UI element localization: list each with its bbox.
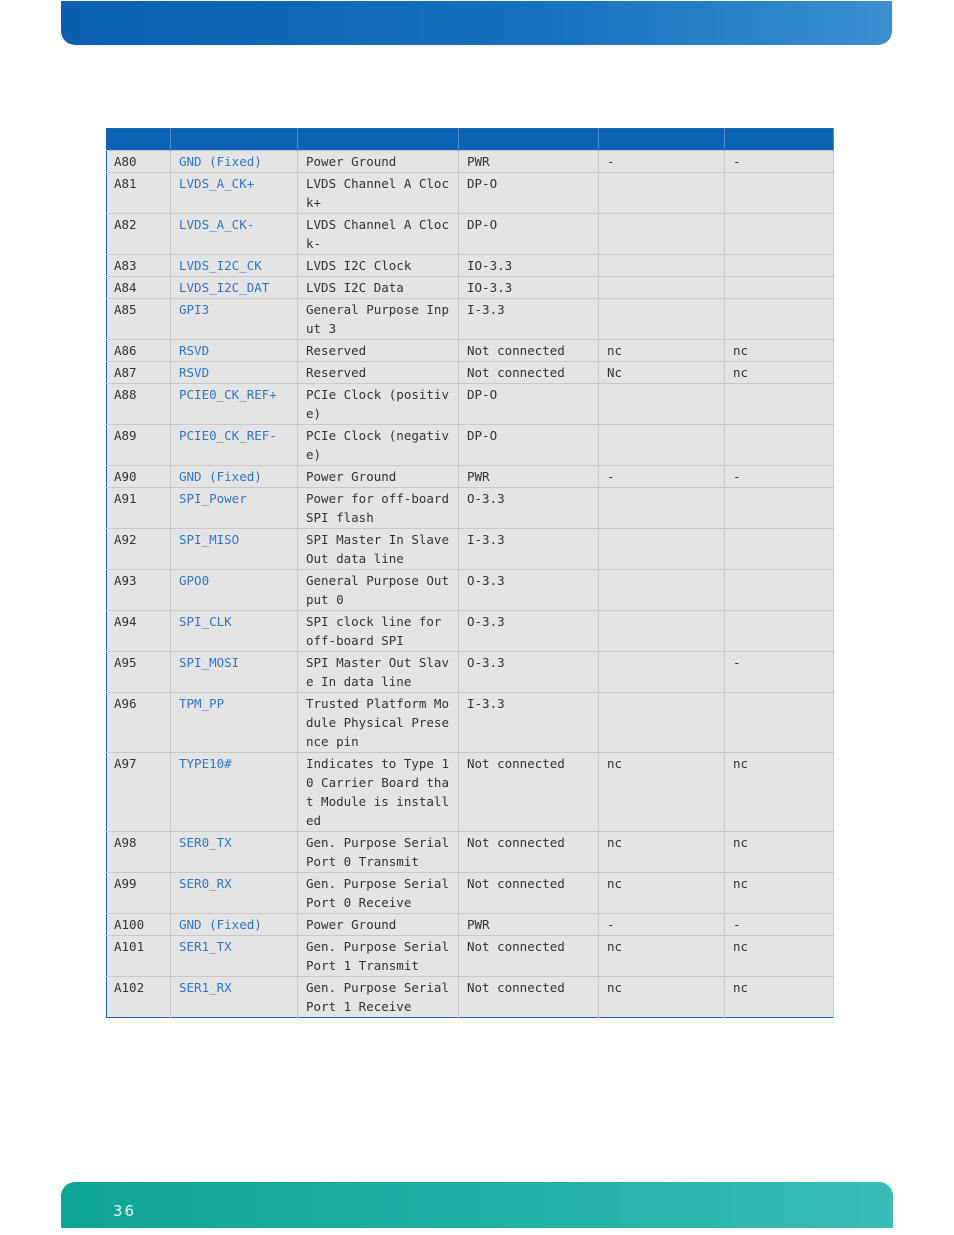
io-type-cell: PWR xyxy=(459,151,599,173)
io-type-cell: I-3.3 xyxy=(459,529,599,570)
signal-name-cell: LVDS_I2C_DAT xyxy=(171,277,298,299)
col5-cell xyxy=(599,384,725,425)
header-cell xyxy=(459,129,599,151)
signal-name-cell: LVDS_A_CK+ xyxy=(171,173,298,214)
header-cell xyxy=(599,129,725,151)
signal-name-cell: GND (Fixed) xyxy=(171,151,298,173)
pin-cell: A80 xyxy=(107,151,171,173)
io-type-cell: DP-O xyxy=(459,214,599,255)
description-cell: SPI clock line for off-board SPI xyxy=(298,611,459,652)
table-header-row xyxy=(107,129,834,151)
signal-name-cell: PCIE0_CK_REF+ xyxy=(171,384,298,425)
table-row xyxy=(107,936,834,977)
col5-cell xyxy=(599,611,725,652)
description-cell: Gen. Purpose Serial Port 0 Transmit xyxy=(298,832,459,873)
top-banner xyxy=(61,1,892,45)
col6-cell xyxy=(725,255,834,277)
header-cell xyxy=(107,129,171,151)
pin-cell: A81 xyxy=(107,173,171,214)
col6-cell: - xyxy=(725,466,834,488)
description-cell: Trusted Platform Module Physical Presence pin xyxy=(298,693,459,753)
col6-cell xyxy=(725,299,834,340)
table-row xyxy=(107,466,834,488)
footer-banner xyxy=(61,1182,893,1228)
pin-definition-table xyxy=(106,128,834,1018)
col5-cell: nc xyxy=(599,936,725,977)
pin-cell: A102 xyxy=(107,977,171,1018)
table-row xyxy=(107,340,834,362)
page-number: 36 xyxy=(113,1202,137,1220)
pin-cell: A91 xyxy=(107,488,171,529)
io-type-cell: O-3.3 xyxy=(459,570,599,611)
io-type-cell: Not connected xyxy=(459,753,599,832)
col6-cell: nc xyxy=(725,753,834,832)
table-row xyxy=(107,832,834,873)
description-cell: SPI Master Out Slave In data line xyxy=(298,652,459,693)
io-type-cell: Not connected xyxy=(459,977,599,1018)
col6-cell xyxy=(725,693,834,753)
col5-cell: nc xyxy=(599,977,725,1018)
table-row xyxy=(107,173,834,214)
signal-name-cell: GND (Fixed) xyxy=(171,466,298,488)
description-cell: LVDS I2C Clock xyxy=(298,255,459,277)
col5-cell xyxy=(599,652,725,693)
description-cell: LVDS Channel A Clock+ xyxy=(298,173,459,214)
col6-cell: nc xyxy=(725,977,834,1018)
table-row xyxy=(107,214,834,255)
description-cell: Power for off-board SPI flash xyxy=(298,488,459,529)
signal-name-cell: TYPE10# xyxy=(171,753,298,832)
pin-cell: A100 xyxy=(107,914,171,936)
description-cell: PCIe Clock (negative) xyxy=(298,425,459,466)
col6-cell: nc xyxy=(725,832,834,873)
col6-cell: - xyxy=(725,151,834,173)
pin-cell: A89 xyxy=(107,425,171,466)
pin-cell: A93 xyxy=(107,570,171,611)
io-type-cell: I-3.3 xyxy=(459,299,599,340)
table-row xyxy=(107,488,834,529)
col5-cell: nc xyxy=(599,753,725,832)
col6-cell xyxy=(725,173,834,214)
col6-cell: - xyxy=(725,914,834,936)
table-row xyxy=(107,570,834,611)
pin-cell: A97 xyxy=(107,753,171,832)
table-row xyxy=(107,255,834,277)
pin-cell: A84 xyxy=(107,277,171,299)
col5-cell: nc xyxy=(599,873,725,914)
col6-cell xyxy=(725,611,834,652)
signal-name-cell: GPI3 xyxy=(171,299,298,340)
col6-cell xyxy=(725,488,834,529)
col6-cell xyxy=(725,277,834,299)
pin-cell: A88 xyxy=(107,384,171,425)
signal-name-cell: SER1_TX xyxy=(171,936,298,977)
table-row xyxy=(107,362,834,384)
io-type-cell: PWR xyxy=(459,914,599,936)
col5-cell xyxy=(599,529,725,570)
col6-cell: nc xyxy=(725,873,834,914)
io-type-cell: Not connected xyxy=(459,362,599,384)
col5-cell: - xyxy=(599,914,725,936)
pin-cell: A95 xyxy=(107,652,171,693)
col6-cell xyxy=(725,384,834,425)
description-cell: LVDS I2C Data xyxy=(298,277,459,299)
table-row xyxy=(107,753,834,832)
table-row xyxy=(107,425,834,466)
pin-cell: A82 xyxy=(107,214,171,255)
header-cell xyxy=(298,129,459,151)
signal-name-cell: SPI_CLK xyxy=(171,611,298,652)
col5-cell xyxy=(599,488,725,529)
io-type-cell: Not connected xyxy=(459,340,599,362)
signal-name-cell: TPM_PP xyxy=(171,693,298,753)
table-row xyxy=(107,914,834,936)
table-row xyxy=(107,977,834,1018)
header-cell xyxy=(171,129,298,151)
pin-cell: A98 xyxy=(107,832,171,873)
col5-cell xyxy=(599,425,725,466)
col5-cell: nc xyxy=(599,340,725,362)
col6-cell xyxy=(725,425,834,466)
io-type-cell: O-3.3 xyxy=(459,488,599,529)
table-row xyxy=(107,299,834,340)
description-cell: SPI Master In Slave Out data line xyxy=(298,529,459,570)
description-cell: General Purpose Output 0 xyxy=(298,570,459,611)
io-type-cell: Not connected xyxy=(459,936,599,977)
pin-cell: A101 xyxy=(107,936,171,977)
signal-name-cell: SPI_Power xyxy=(171,488,298,529)
table-row xyxy=(107,611,834,652)
col6-cell: - xyxy=(725,652,834,693)
description-cell: Reserved xyxy=(298,340,459,362)
pin-cell: A90 xyxy=(107,466,171,488)
io-type-cell: I-3.3 xyxy=(459,693,599,753)
col5-cell xyxy=(599,693,725,753)
col6-cell: nc xyxy=(725,362,834,384)
description-cell: PCIe Clock (positive) xyxy=(298,384,459,425)
description-cell: Power Ground xyxy=(298,914,459,936)
io-type-cell: DP-O xyxy=(459,173,599,214)
description-cell: Gen. Purpose Serial Port 1 Transmit xyxy=(298,936,459,977)
table-row xyxy=(107,529,834,570)
col5-cell: Nc xyxy=(599,362,725,384)
col5-cell xyxy=(599,173,725,214)
io-type-cell: O-3.3 xyxy=(459,652,599,693)
signal-name-cell: SER0_RX xyxy=(171,873,298,914)
col5-cell: nc xyxy=(599,832,725,873)
col5-cell xyxy=(599,299,725,340)
signal-name-cell: SPI_MOSI xyxy=(171,652,298,693)
description-cell: Power Ground xyxy=(298,151,459,173)
col6-cell: nc xyxy=(725,936,834,977)
pin-cell: A85 xyxy=(107,299,171,340)
table-row xyxy=(107,277,834,299)
pin-cell: A96 xyxy=(107,693,171,753)
signal-name-cell: RSVD xyxy=(171,340,298,362)
col5-cell xyxy=(599,214,725,255)
pin-cell: A94 xyxy=(107,611,171,652)
pin-cell: A99 xyxy=(107,873,171,914)
signal-name-cell: GPO0 xyxy=(171,570,298,611)
pin-cell: A92 xyxy=(107,529,171,570)
io-type-cell: PWR xyxy=(459,466,599,488)
table-row xyxy=(107,693,834,753)
col6-cell xyxy=(725,570,834,611)
signal-name-cell: SER1_RX xyxy=(171,977,298,1018)
io-type-cell: DP-O xyxy=(459,425,599,466)
description-cell: Indicates to Type 10 Carrier Board that Module is installed xyxy=(298,753,459,832)
signal-name-cell: GND (Fixed) xyxy=(171,914,298,936)
signal-name-cell: PCIE0_CK_REF- xyxy=(171,425,298,466)
io-type-cell: IO-3.3 xyxy=(459,277,599,299)
io-type-cell: Not connected xyxy=(459,832,599,873)
col5-cell: - xyxy=(599,151,725,173)
table-row xyxy=(107,652,834,693)
col5-cell xyxy=(599,570,725,611)
col5-cell xyxy=(599,255,725,277)
io-type-cell: O-3.3 xyxy=(459,611,599,652)
col6-cell xyxy=(725,214,834,255)
description-cell: Power Ground xyxy=(298,466,459,488)
description-cell: Reserved xyxy=(298,362,459,384)
col5-cell: - xyxy=(599,466,725,488)
signal-name-cell: SER0_TX xyxy=(171,832,298,873)
signal-name-cell: LVDS_A_CK- xyxy=(171,214,298,255)
signal-name-cell: SPI_MISO xyxy=(171,529,298,570)
description-cell: General Purpose Input 3 xyxy=(298,299,459,340)
io-type-cell: IO-3.3 xyxy=(459,255,599,277)
signal-name-cell: LVDS_I2C_CK xyxy=(171,255,298,277)
table-row xyxy=(107,873,834,914)
pin-cell: A83 xyxy=(107,255,171,277)
table-row xyxy=(107,151,834,173)
header-cell xyxy=(725,129,834,151)
col6-cell: nc xyxy=(725,340,834,362)
signal-name-cell: RSVD xyxy=(171,362,298,384)
io-type-cell: DP-O xyxy=(459,384,599,425)
io-type-cell: Not connected xyxy=(459,873,599,914)
col5-cell xyxy=(599,277,725,299)
col6-cell xyxy=(725,529,834,570)
description-cell: Gen. Purpose Serial Port 1 Receive xyxy=(298,977,459,1018)
description-cell: LVDS Channel A Clock- xyxy=(298,214,459,255)
pin-cell: A86 xyxy=(107,340,171,362)
table-row xyxy=(107,384,834,425)
pin-cell: A87 xyxy=(107,362,171,384)
description-cell: Gen. Purpose Serial Port 0 Receive xyxy=(298,873,459,914)
